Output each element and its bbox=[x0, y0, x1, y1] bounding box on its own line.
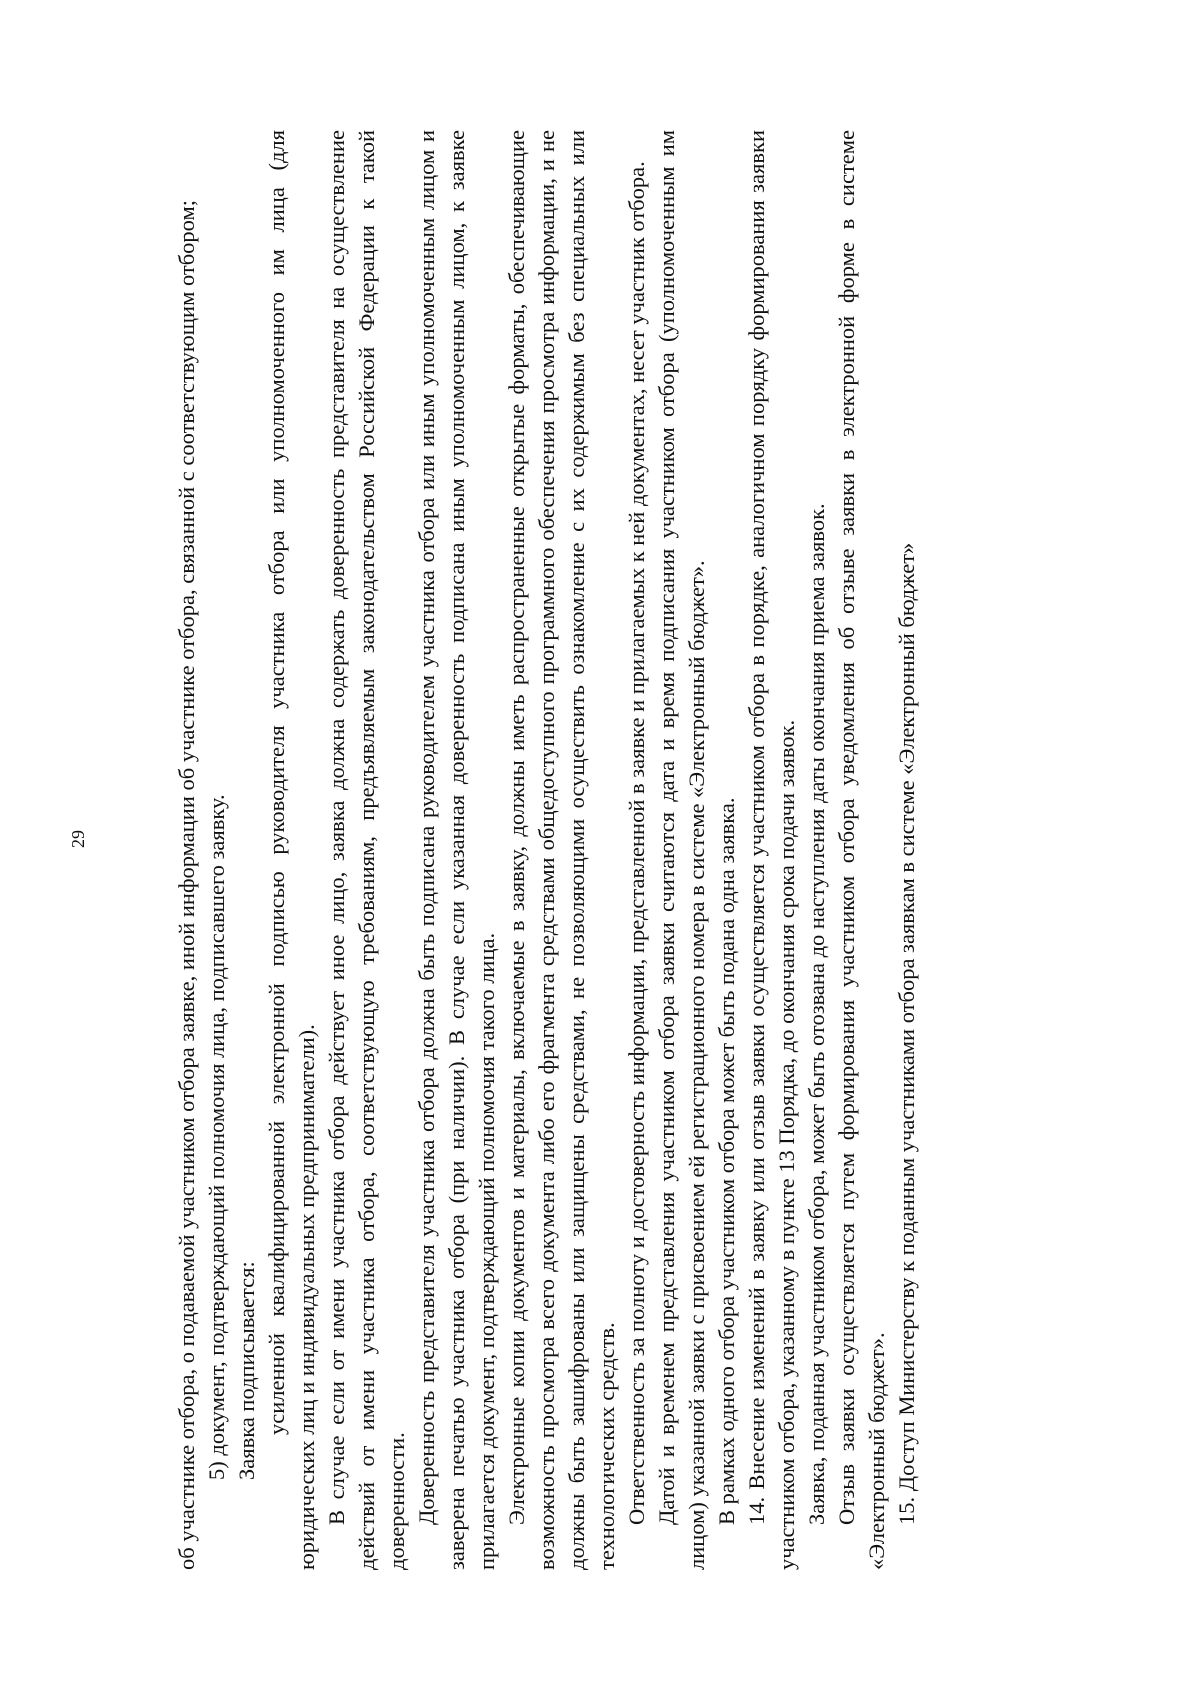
paragraph: Электронные копии документов и материалы, включаемые в заявку, должны иметь распространенные открытые форматы, обеспечивающие возможность просмотра всего документа либо его фрагмента средствами общедоступного программного обеспечения просмотра информации, и не должны быть зашифрованы или защищены средствами, не позволяющими осуществить ознакомление с их содержимым без специальных или технологических средств. bbox=[504, 130, 619, 1570]
document-body bbox=[172, 130, 922, 1570]
paragraph: Доверенность представителя участника отбора должна быть подписана руководителем участника отбора или иным уполномоченным лицом и заверена печатью участника отбора (при наличии). В случае если указанная доверенность подписана иным уполномоченным лицом, к заявке прилагается документ, подтверждающий полномочия такого лица. bbox=[414, 130, 499, 1570]
paragraph: 15. Доступ Министерству к поданным участниками отбора заявкам в системе «Электронный бюджет» bbox=[894, 542, 919, 1525]
paragraph: 14. Внесение изменений в заявку или отзыв заявки осуществляется участником отбора в порядке, аналогичном порядку формирования заявки участником отбора, указанному в пункте 13 Порядка, до окончания срока подачи заявок. bbox=[744, 130, 799, 1570]
page-number: 29 bbox=[68, 830, 88, 848]
paragraph: Датой и временем представления участником отбора заявки считаются дата и время подписания участником отбора (уполномоченным им лицом) указанной заявки с присвоением ей регистрационного номера в системе «Электронный бюджет». bbox=[654, 130, 709, 1570]
paragraph: Заявка, поданная участником отбора, может быть отозвана до наступления даты окончания приема заявок. bbox=[804, 503, 829, 1525]
paragraph: Заявка подписывается: bbox=[234, 1261, 259, 1480]
paragraph: усиленной квалифицированной электронной подписью руководителя участника отбора или уполномоченного им лица (для юридических лиц и индивидуальных предприниматели). bbox=[264, 130, 319, 1570]
paragraph: В случае если от имени участника отбора действует иное лицо, заявка должна содержать доверенность представителя на осуществление действий от имени участника отбора, соответствующую требованиям, предъявляемым законодательством Российской Федерации к такой доверенности. bbox=[324, 130, 409, 1570]
paragraph: Ответственность за полноту и достоверность информации, представленной в заявке и прилагаемых к ней документах, несет участник отбора. bbox=[624, 161, 649, 1525]
paragraph: Отзыв заявки осуществляется путем формирования участником отбора уведомления об отзыве заявки в электронной форме в системе «Электронный бюджет». bbox=[834, 130, 889, 1570]
paragraph: 5) документ, подтверждающий полномочия лица, подписавшего заявку. bbox=[204, 794, 229, 1480]
rotated-text-block bbox=[172, 130, 922, 1570]
paragraph: об участнике отбора, о подаваемой участником отбора заявке, иной информации об участнике отбора, связанной с соответствующим отбором; bbox=[174, 200, 199, 1570]
paragraph: В рамках одного отбора участником отбора может быть подана одна заявка. bbox=[714, 797, 739, 1525]
